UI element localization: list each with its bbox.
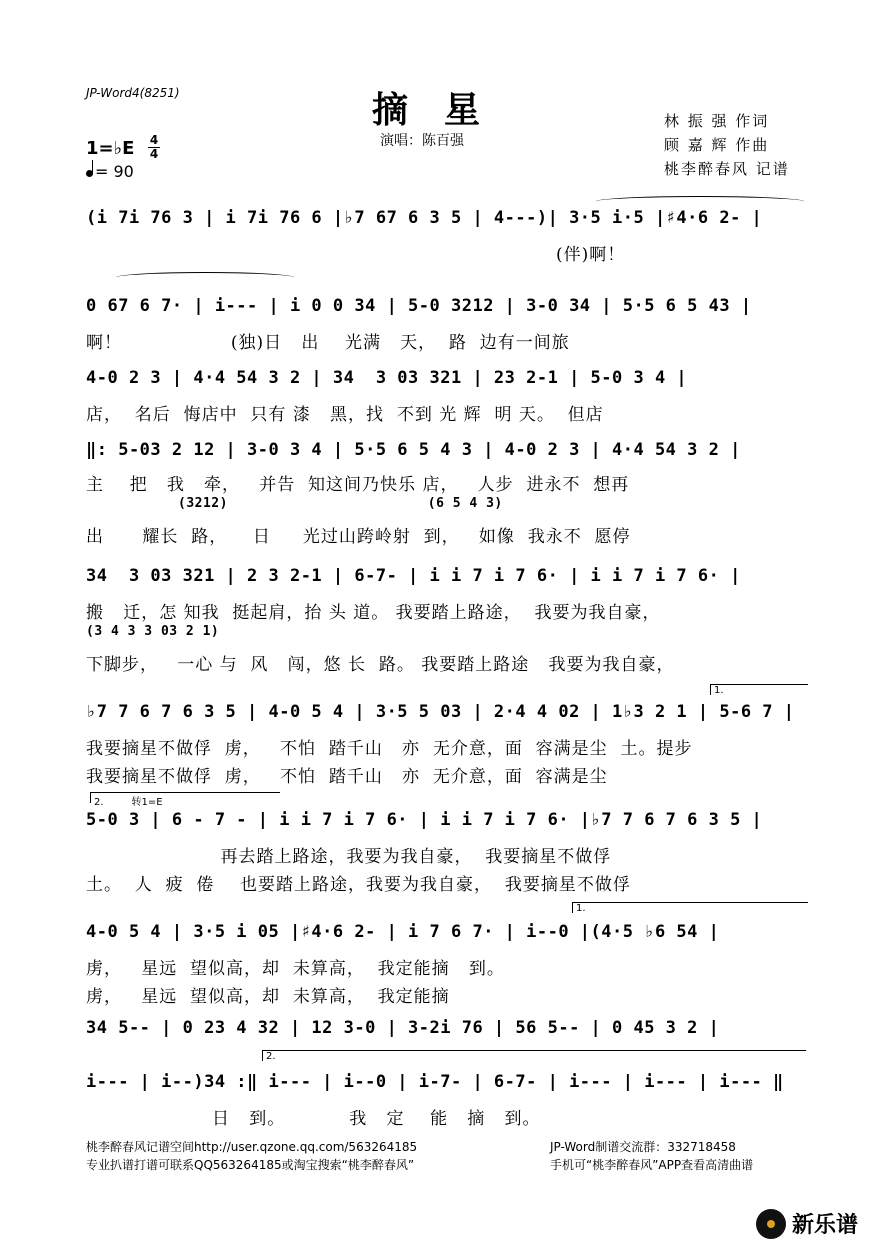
tie-mark — [116, 272, 294, 283]
footer-right-line-2: 手机可“桃李醉春风”APP查看高清曲谱 — [550, 1158, 754, 1172]
score-line-4: ‖: 5-03 2 12 | 3-0 3 4 | 5·5 6 5 4 3 | 4-0 2 3 | 4·4 54 3 2 | — [86, 440, 741, 460]
score-line-1: (i 7i 76 3 | i 7i 76 6 |♭7 67 6 3 5 | 4---)| 3·5 i·5 |♯4·6 2- | — [86, 208, 763, 228]
time-signature-bottom: 4 — [149, 147, 159, 161]
quarter-note-icon — [86, 170, 93, 177]
score-line-10: i--- | i--)34 :‖ i--- | i--0 | i-7- | 6-7- | i--- | i--- | i--- ‖ — [86, 1072, 784, 1092]
software-label: JP-Word4(8251) — [86, 86, 180, 100]
ending-bracket-2b: 2. — [262, 1050, 806, 1061]
lyric-line-7: 再去踏上路途，我要为我自豪， 我要摘星不做俘 — [86, 847, 612, 867]
score-line-3: 4-0 2 3 | 4·4 54 3 2 | 34 3 03 321 | 23 2-1 | 5-0 3 4 | — [86, 368, 688, 388]
transcriber-credit: 桃李醉春风 记谱 — [664, 160, 790, 178]
lyric-line-8: 虏， 星远 望似高，却 未算高， 我定能摘 到。 — [86, 959, 505, 979]
lyric-line-2: 啊！ (独)日 出 光满 天， 路 边有一间旅 — [86, 333, 570, 353]
score-line-8: 4-0 5 4 | 3·5 i 05 |♯4·6 2- | i 7 6 7· | i--0 |(4·5 ♭6 54 | — [86, 922, 720, 942]
lyric-line-1: (伴)啊！ — [556, 245, 626, 265]
lyric-line-5: 搬 迁，怎 知我 挺起肩，抬 头 道。 我要踏上路途， 我要为我自豪， — [86, 603, 661, 623]
time-signature — [148, 134, 160, 161]
lyric-line-4: 主 把 我 牵， 并告 知这间乃快乐 店， 人步 进永不 想再 — [86, 475, 630, 495]
tempo-value: = 90 — [95, 162, 134, 181]
lyric-line-3: 店， 名后 悔店中 只有 漆 黑，找 不到 光 辉 明 天。 但店 — [86, 405, 604, 425]
ending-bracket-2-number: 2. — [94, 797, 104, 808]
ending-bracket-2 — [90, 792, 280, 808]
lyric-line-8-alt: 虏， 星远 望似高，却 未算高， 我定能摘 — [86, 987, 450, 1007]
site-logo-text: 新乐谱 — [792, 1213, 859, 1238]
lyricist-credit: 林 振 强 作词 — [664, 112, 770, 130]
lyric-line-6: 我要摘星不做俘 虏， 不怕 踏千山 亦 无介意，面 容满是尘 土。提步 — [86, 739, 693, 759]
site-logo[interactable] — [756, 1208, 858, 1239]
lyric-line-5-alt: 下脚步， 一心 与 风 闯，悠 长 路。 我要踏上路途 我要为我自豪， — [86, 655, 675, 675]
key-signature: 1=♭E — [86, 138, 135, 159]
vinyl-disc-icon — [756, 1209, 786, 1239]
lyric-line-4-alt: 出 耀长 路， 日 光过山跨岭射 到， 如像 我永不 愿停 — [86, 527, 631, 547]
lyric-line-7-alt: 土。 人 疲 倦 也要踏上路途，我要为我自豪， 我要摘星不做俘 — [86, 875, 631, 895]
modulation-marking: 转1=E — [131, 797, 163, 808]
composer-credit: 顾 嘉 辉 作曲 — [664, 136, 770, 154]
tie-mark — [596, 196, 804, 207]
lyric-line-10: 日 到。 我 定 能 摘 到。 — [212, 1109, 541, 1129]
time-signature-top: 4 — [149, 133, 159, 147]
score-line-5-alt: (3 4 3 3 03 2 1) — [86, 624, 220, 639]
singer-credit: 演唱：陈百强 — [380, 133, 464, 149]
score-line-6: ♭7 7 6 7 6 3 5 | 4-0 5 4 | 3·5 5 03 | 2·4 4 02 | 1♭3 2 1 | 5-6 7 | — [86, 702, 795, 722]
score-line-5: 34 3 03 321 | 2 3 2-1 | 6-7- | i i 7 i 7 6· | i i 7 i 7 6· | — [86, 566, 741, 586]
song-title: 摘星 — [372, 89, 517, 131]
score-line-9: 34 5-- | 0 23 4 32 | 12 3-0 | 3-2i 76 | 56 5-- | 0 45 3 2 | — [86, 1018, 720, 1038]
ending-bracket-1: 1. — [710, 684, 808, 695]
footer-left-line-2: 专业扒谱打谱可联系QQ563264185或淘宝搜索“桃李醉春风” — [86, 1158, 415, 1172]
footer-left-line-1: 桃李醉春风记谱空间http://user.qzone.qq.com/563264185 — [86, 1140, 418, 1154]
tempo-marking — [86, 162, 134, 181]
footer-right-line-1: JP-Word制谱交流群：332718458 — [550, 1140, 736, 1154]
lyric-line-6-alt: 我要摘星不做俘 虏， 不怕 踏千山 亦 无介意，面 容满是尘 — [86, 767, 608, 787]
score-line-7: 5-0 3 | 6 - 7 - | i i 7 i 7 6· | i i 7 i 7 6· |♭7 7 6 7 6 3 5 | — [86, 810, 763, 830]
score-line-4-alt: (3212) (6 5 4 3) — [178, 496, 503, 511]
ending-bracket-1b: 1. — [572, 902, 808, 913]
score-line-2: 0 67 6 7· | i--- | i 0 0 34 | 5-0 3212 | 3-0 34 | 5·5 6 5 43 | — [86, 296, 752, 316]
